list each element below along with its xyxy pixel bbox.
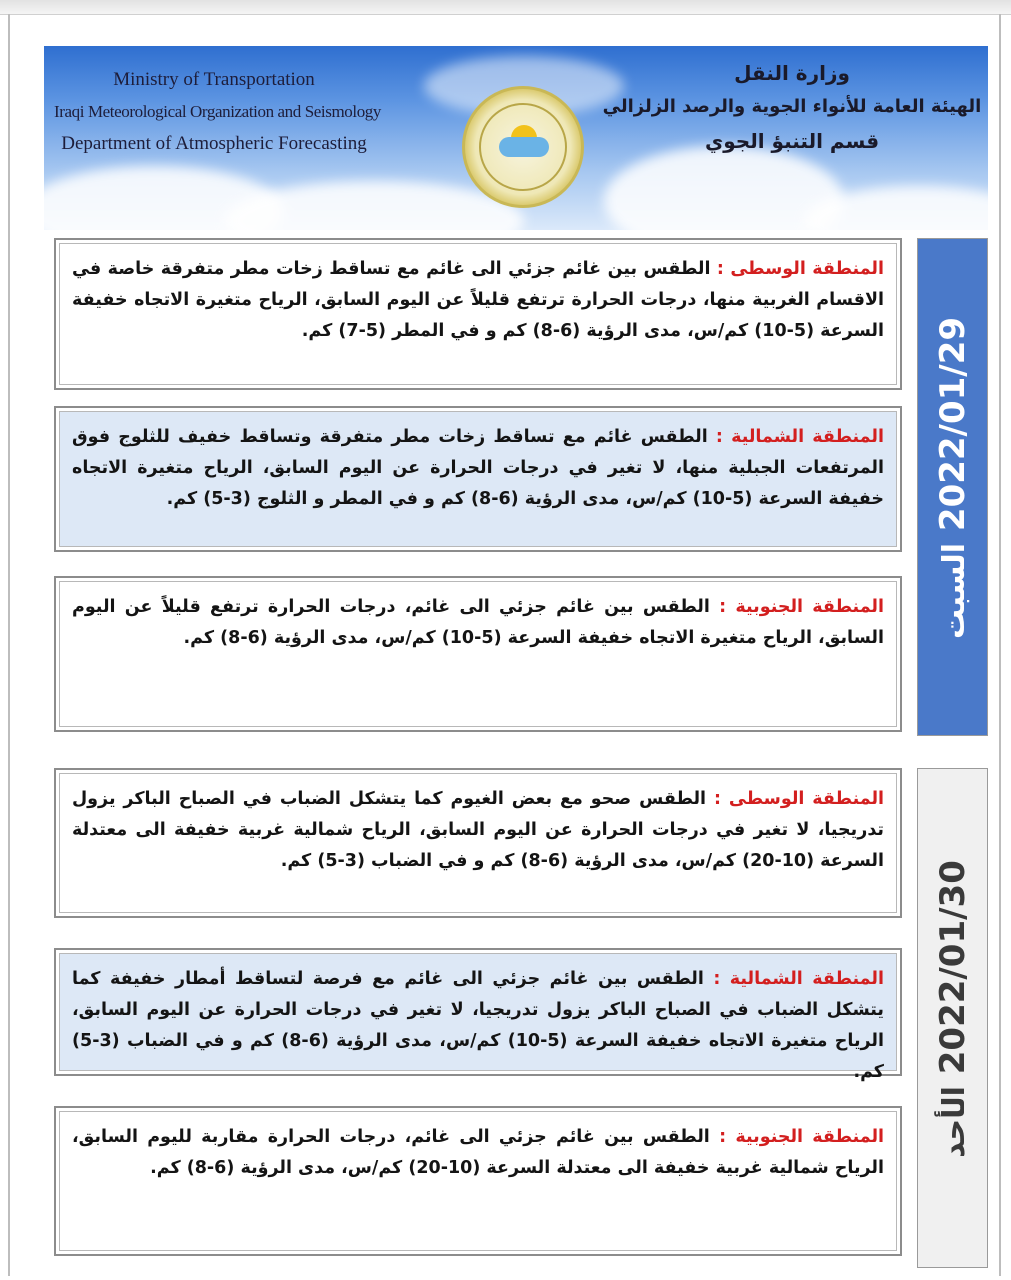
top-bar [0, 0, 1011, 15]
organization-name-ar: الهيئة العامة للأنواء الجوية والرصد الزلزالي [602, 96, 982, 117]
day-date: 2022/01/30 [932, 860, 973, 1075]
day-date: 2022/01/29 [932, 316, 973, 532]
department-name-ar: قسم التنبؤ الجوي [704, 129, 880, 153]
region-label: المنطقة الشمالية : [715, 427, 884, 447]
header-arabic-block [602, 56, 982, 158]
forecast-box-central-day2 [54, 768, 902, 918]
region-label: المنطقة الوسطى : [716, 259, 884, 279]
forecast-box-central-day1 [54, 238, 902, 390]
cloud-icon [499, 137, 549, 157]
department-name-en: Department of Atmospheric Forecasting [61, 133, 367, 154]
organization-name-en: Iraqi Meteorological Organization and Seismology [54, 102, 382, 121]
forecast-text: الطقس بين غائم جزئي الى غائم، درجات الحرارة مقاربة لليوم السابق، الرياح شمالية غربية خفيفة الى معتدلة السرعة (10-20) كم/س، مدى الرؤية (6-8) كم. [72, 1127, 884, 1178]
region-label: المنطقة الجنوبية : [719, 597, 885, 617]
day-name: الأحد [936, 1086, 972, 1158]
header-english-block [54, 64, 382, 160]
forecast-text: الطقس بين غائم جزئي الى غائم مع تساقط زخات مطر متفرقة خاصة في الاقسام الغربية منها، درجات الحرارة ترتفع قليلاً عن اليوم السابق، الرياح متغيرة الاتجاه خفيفة السرعة (5-10) كم/س، مدى الرؤية (6-8) كم و في المطر (5-7) كم. [72, 259, 884, 341]
organization-logo [462, 86, 584, 208]
day-label [933, 860, 973, 1176]
header-banner [44, 46, 988, 230]
forecast-text: الطقس غائم مع تساقط زخات مطر متفرقة وتساقط خفيف للثلوج فوق المرتفعات الجبلية منها، لا تغير في درجات الحرارة عن اليوم السابق، الرياح متغيرة الاتجاه خفيفة السرعة (5-10) كم/س، مدى الرؤية (6-8) كم و في المطر و الثلوج (3-5) كم. [72, 427, 884, 509]
day-panel-sunday [917, 768, 988, 1268]
region-label: المنطقة الجنوبية : [719, 1127, 885, 1147]
forecast-box-south-day1 [54, 576, 902, 732]
ministry-name-en: Ministry of Transportation [113, 69, 315, 90]
forecast-box-north-day1 [54, 406, 902, 552]
ministry-name-ar: وزارة النقل [734, 61, 850, 85]
day-panel-saturday [917, 238, 988, 736]
day-name: السبت [936, 542, 972, 640]
forecast-text: الطقس صحو مع بعض الغيوم كما يتشكل الضباب في الصباح الباكر يزول تدريجيا، لا تغير في درجات الحرارة عن اليوم السابق، الرياح شمالية غربية خفيفة الى معتدلة السرعة (10-20) كم/س، مدى الرؤية (6-8) كم و في الضباب (3-5) كم. [72, 789, 884, 871]
forecast-box-south-day2 [54, 1106, 902, 1256]
forecast-box-north-day2 [54, 948, 902, 1082]
region-label: المنطقة الشمالية : [713, 969, 884, 989]
region-label: المنطقة الوسطى : [713, 789, 885, 809]
day-label [933, 317, 973, 657]
forecast-text: الطقس بين غائم جزئي الى غائم، درجات الحرارة ترتفع قليلاً عن اليوم السابق، الرياح متغيرة الاتجاه خفيفة السرعة (5-10) كم/س، مدى الرؤية (6-8) كم. [72, 597, 884, 648]
forecast-text: الطقس بين غائم جزئي الى غائم مع فرصة لتساقط أمطار خفيفة كما يتشكل الضباب في الصباح الباكر يزول تدريجيا، لا تغير في درجات الحرارة عن اليوم السابق، الرياح متغيرة الاتجاه خفيفة السرعة (5-10) كم/س، مدى الرؤية (6-8) كم و في الضباب (3-5) كم. [72, 969, 884, 1082]
